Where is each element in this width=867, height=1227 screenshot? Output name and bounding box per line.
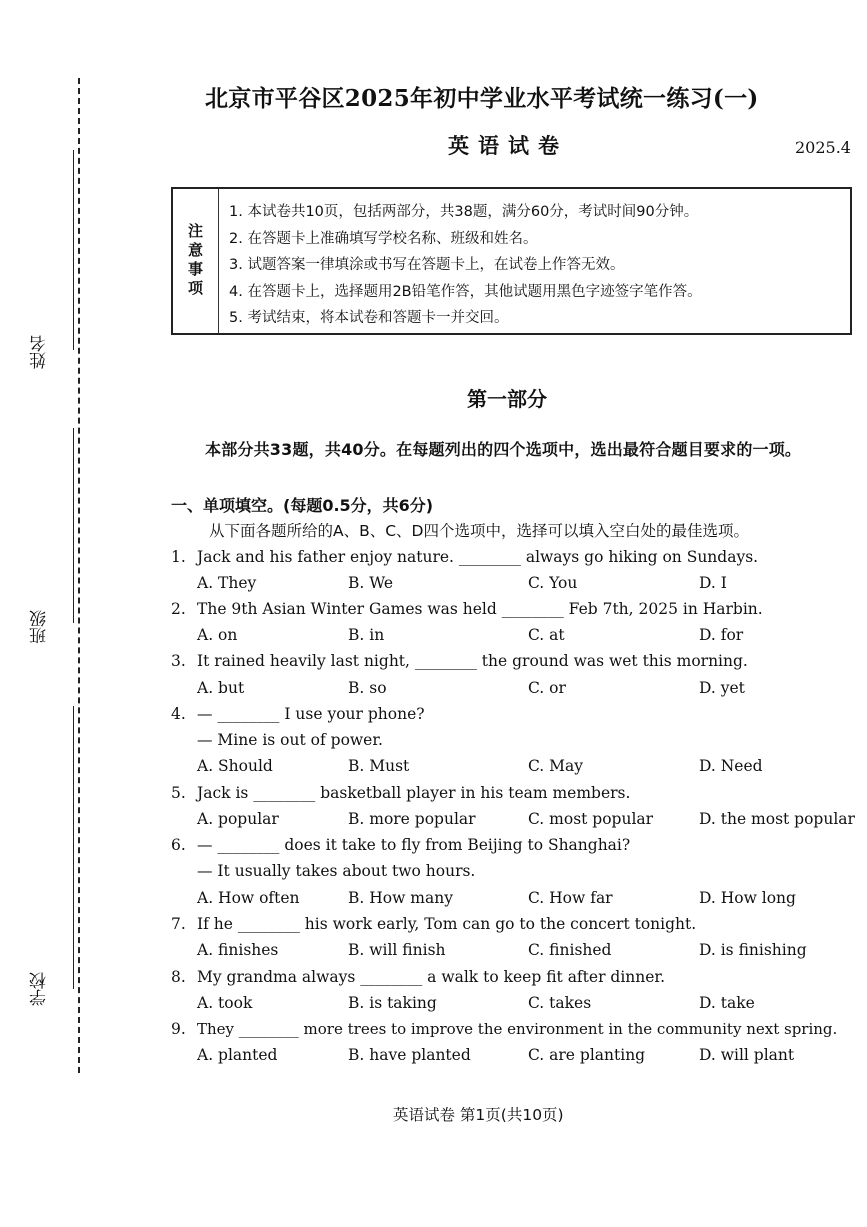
option-b[interactable]: B. We — [348, 574, 394, 592]
option-c[interactable]: C. most popular — [528, 810, 654, 828]
question-stem — [171, 596, 763, 622]
page-footer: 英语试卷 第1页(共10页) — [393, 1106, 564, 1124]
option-d[interactable]: D. the most popular — [699, 810, 855, 828]
option-c[interactable]: C. May — [528, 757, 584, 775]
name-label: 姓名 — [30, 335, 50, 370]
dialogue-reply: — Mine is out of power. — [197, 731, 383, 749]
notice-item: 1. 本试卷共10页，包括两部分，共38题，满分60分，考试时间90分钟。 — [229, 204, 699, 220]
option-b[interactable]: B. is taking — [348, 994, 437, 1012]
school-field[interactable] — [27, 706, 77, 1012]
school-write-line — [73, 706, 74, 989]
binding-dashed-line — [78, 78, 80, 1073]
option-b[interactable]: B. have planted — [348, 1046, 471, 1064]
option-d[interactable]: D. will plant — [699, 1046, 795, 1064]
question-stem — [171, 701, 425, 727]
option-d[interactable]: D. yet — [699, 679, 745, 697]
question-stem — [171, 911, 696, 937]
question-stem — [171, 1016, 837, 1042]
notice-label: 注意事项 — [186, 223, 204, 299]
section-instruction: 从下面各题所给的A、B、C、D四个选项中，选择可以填入空白处的最佳选项。 — [209, 522, 749, 540]
paper-date: 2025.4 — [795, 138, 851, 157]
question-text: If he ________ his work early, Tom can go to the concert tonight. — [197, 915, 697, 933]
question-stem — [171, 648, 748, 674]
question-text: My grandma always ________ a walk to keep fit after dinner. — [197, 968, 666, 986]
notice-list — [229, 199, 844, 332]
name-field[interactable] — [27, 150, 77, 375]
option-c[interactable]: C. finished — [528, 941, 612, 959]
option-b[interactable]: B. in — [348, 626, 385, 644]
option-d[interactable]: D. take — [699, 994, 755, 1012]
question-number: 5. — [171, 784, 186, 802]
class-write-line — [73, 428, 74, 623]
exam-title: 北京市平谷区2025年初中学业水平考试统一练习(一) — [205, 85, 759, 112]
question-text: — ________ does it take to fly from Beijing to Shanghai? — [197, 836, 631, 854]
question-stem — [171, 832, 630, 858]
question-text: Jack is ________ basketball player in his team members. — [197, 784, 631, 802]
notice-item: 4. 在答题卡上，选择题用2B铅笔作答，其他试题用黑色字迹签字笔作答。 — [229, 283, 702, 300]
question-number: 2. — [171, 600, 186, 618]
option-d[interactable]: D. How long — [699, 889, 796, 907]
option-d[interactable]: D. for — [699, 626, 744, 644]
option-d[interactable]: D. is finishing — [699, 941, 807, 959]
option-c[interactable]: C. You — [528, 574, 578, 592]
option-c[interactable]: C. at — [528, 626, 565, 644]
question-stem — [171, 780, 630, 806]
notice-item: 5. 考试结束，将本试卷和答题卡一并交回。 — [229, 310, 509, 326]
option-a[interactable]: A. but — [197, 679, 245, 697]
question-text: — ________ I use your phone? — [197, 705, 425, 723]
option-b[interactable]: B. so — [348, 679, 387, 697]
option-a[interactable]: A. How often — [197, 889, 300, 907]
option-a[interactable]: A. finishes — [197, 941, 279, 959]
option-c[interactable]: C. are planting — [528, 1046, 646, 1064]
notice-item: 2. 在答题卡上准确填写学校名称、班级和姓名。 — [229, 230, 538, 247]
class-label: 班级 — [30, 610, 50, 645]
paper-title: 英语试卷 — [448, 133, 568, 158]
part-title: 第一部分 — [467, 387, 547, 411]
question-number: 7. — [171, 915, 186, 933]
option-b[interactable]: B. Must — [348, 757, 410, 775]
option-a[interactable]: A. on — [197, 626, 238, 644]
option-d[interactable]: D. Need — [699, 757, 763, 775]
school-label: 学校 — [30, 972, 50, 1007]
dialogue-reply: — It usually takes about two hours. — [197, 862, 476, 880]
name-write-line — [73, 150, 74, 350]
option-a[interactable]: A. planted — [197, 1046, 278, 1064]
class-field[interactable] — [27, 428, 77, 650]
option-c[interactable]: C. takes — [528, 994, 592, 1012]
option-a[interactable]: A. They — [197, 574, 257, 592]
option-a[interactable]: A. took — [197, 994, 253, 1012]
option-c[interactable]: C. How far — [528, 889, 613, 907]
section-heading: 一、单项填空。(每题0.5分，共6分) — [171, 496, 434, 515]
option-b[interactable]: B. will finish — [348, 941, 446, 959]
question-text: They ________ more trees to improve the environment in the community next spring. — [197, 1020, 838, 1038]
option-a[interactable]: A. popular — [197, 810, 279, 828]
question-number: 8. — [171, 968, 186, 986]
question-number: 3. — [171, 652, 186, 670]
question-text: It rained heavily last night, ________ the ground was wet this morning. — [197, 652, 748, 670]
part-instruction: 本部分共33题，共40分。在每题列出的四个选项中，选出最符合题目要求的一项。 — [205, 440, 802, 459]
option-a[interactable]: A. Should — [197, 757, 273, 775]
option-b[interactable]: B. more popular — [348, 810, 476, 828]
question-text: The 9th Asian Winter Games was held ________ Feb 7th, 2025 in Harbin. — [197, 600, 763, 618]
question-number: 4. — [171, 705, 186, 723]
question-number: 6. — [171, 836, 186, 854]
option-d[interactable]: D. I — [699, 574, 727, 592]
option-b[interactable]: B. How many — [348, 889, 453, 907]
option-c[interactable]: C. or — [528, 679, 566, 697]
question-number: 1. — [171, 548, 186, 566]
notice-label-cell — [173, 189, 219, 333]
question-number: 9. — [171, 1020, 186, 1038]
question-stem — [171, 544, 758, 570]
notice-item: 3. 试题答案一律填涂或书写在答题卡上，在试卷上作答无效。 — [229, 257, 625, 273]
notice-box — [171, 187, 852, 335]
question-text: Jack and his father enjoy nature. ________ always go hiking on Sundays. — [197, 548, 759, 566]
question-stem — [171, 964, 665, 990]
